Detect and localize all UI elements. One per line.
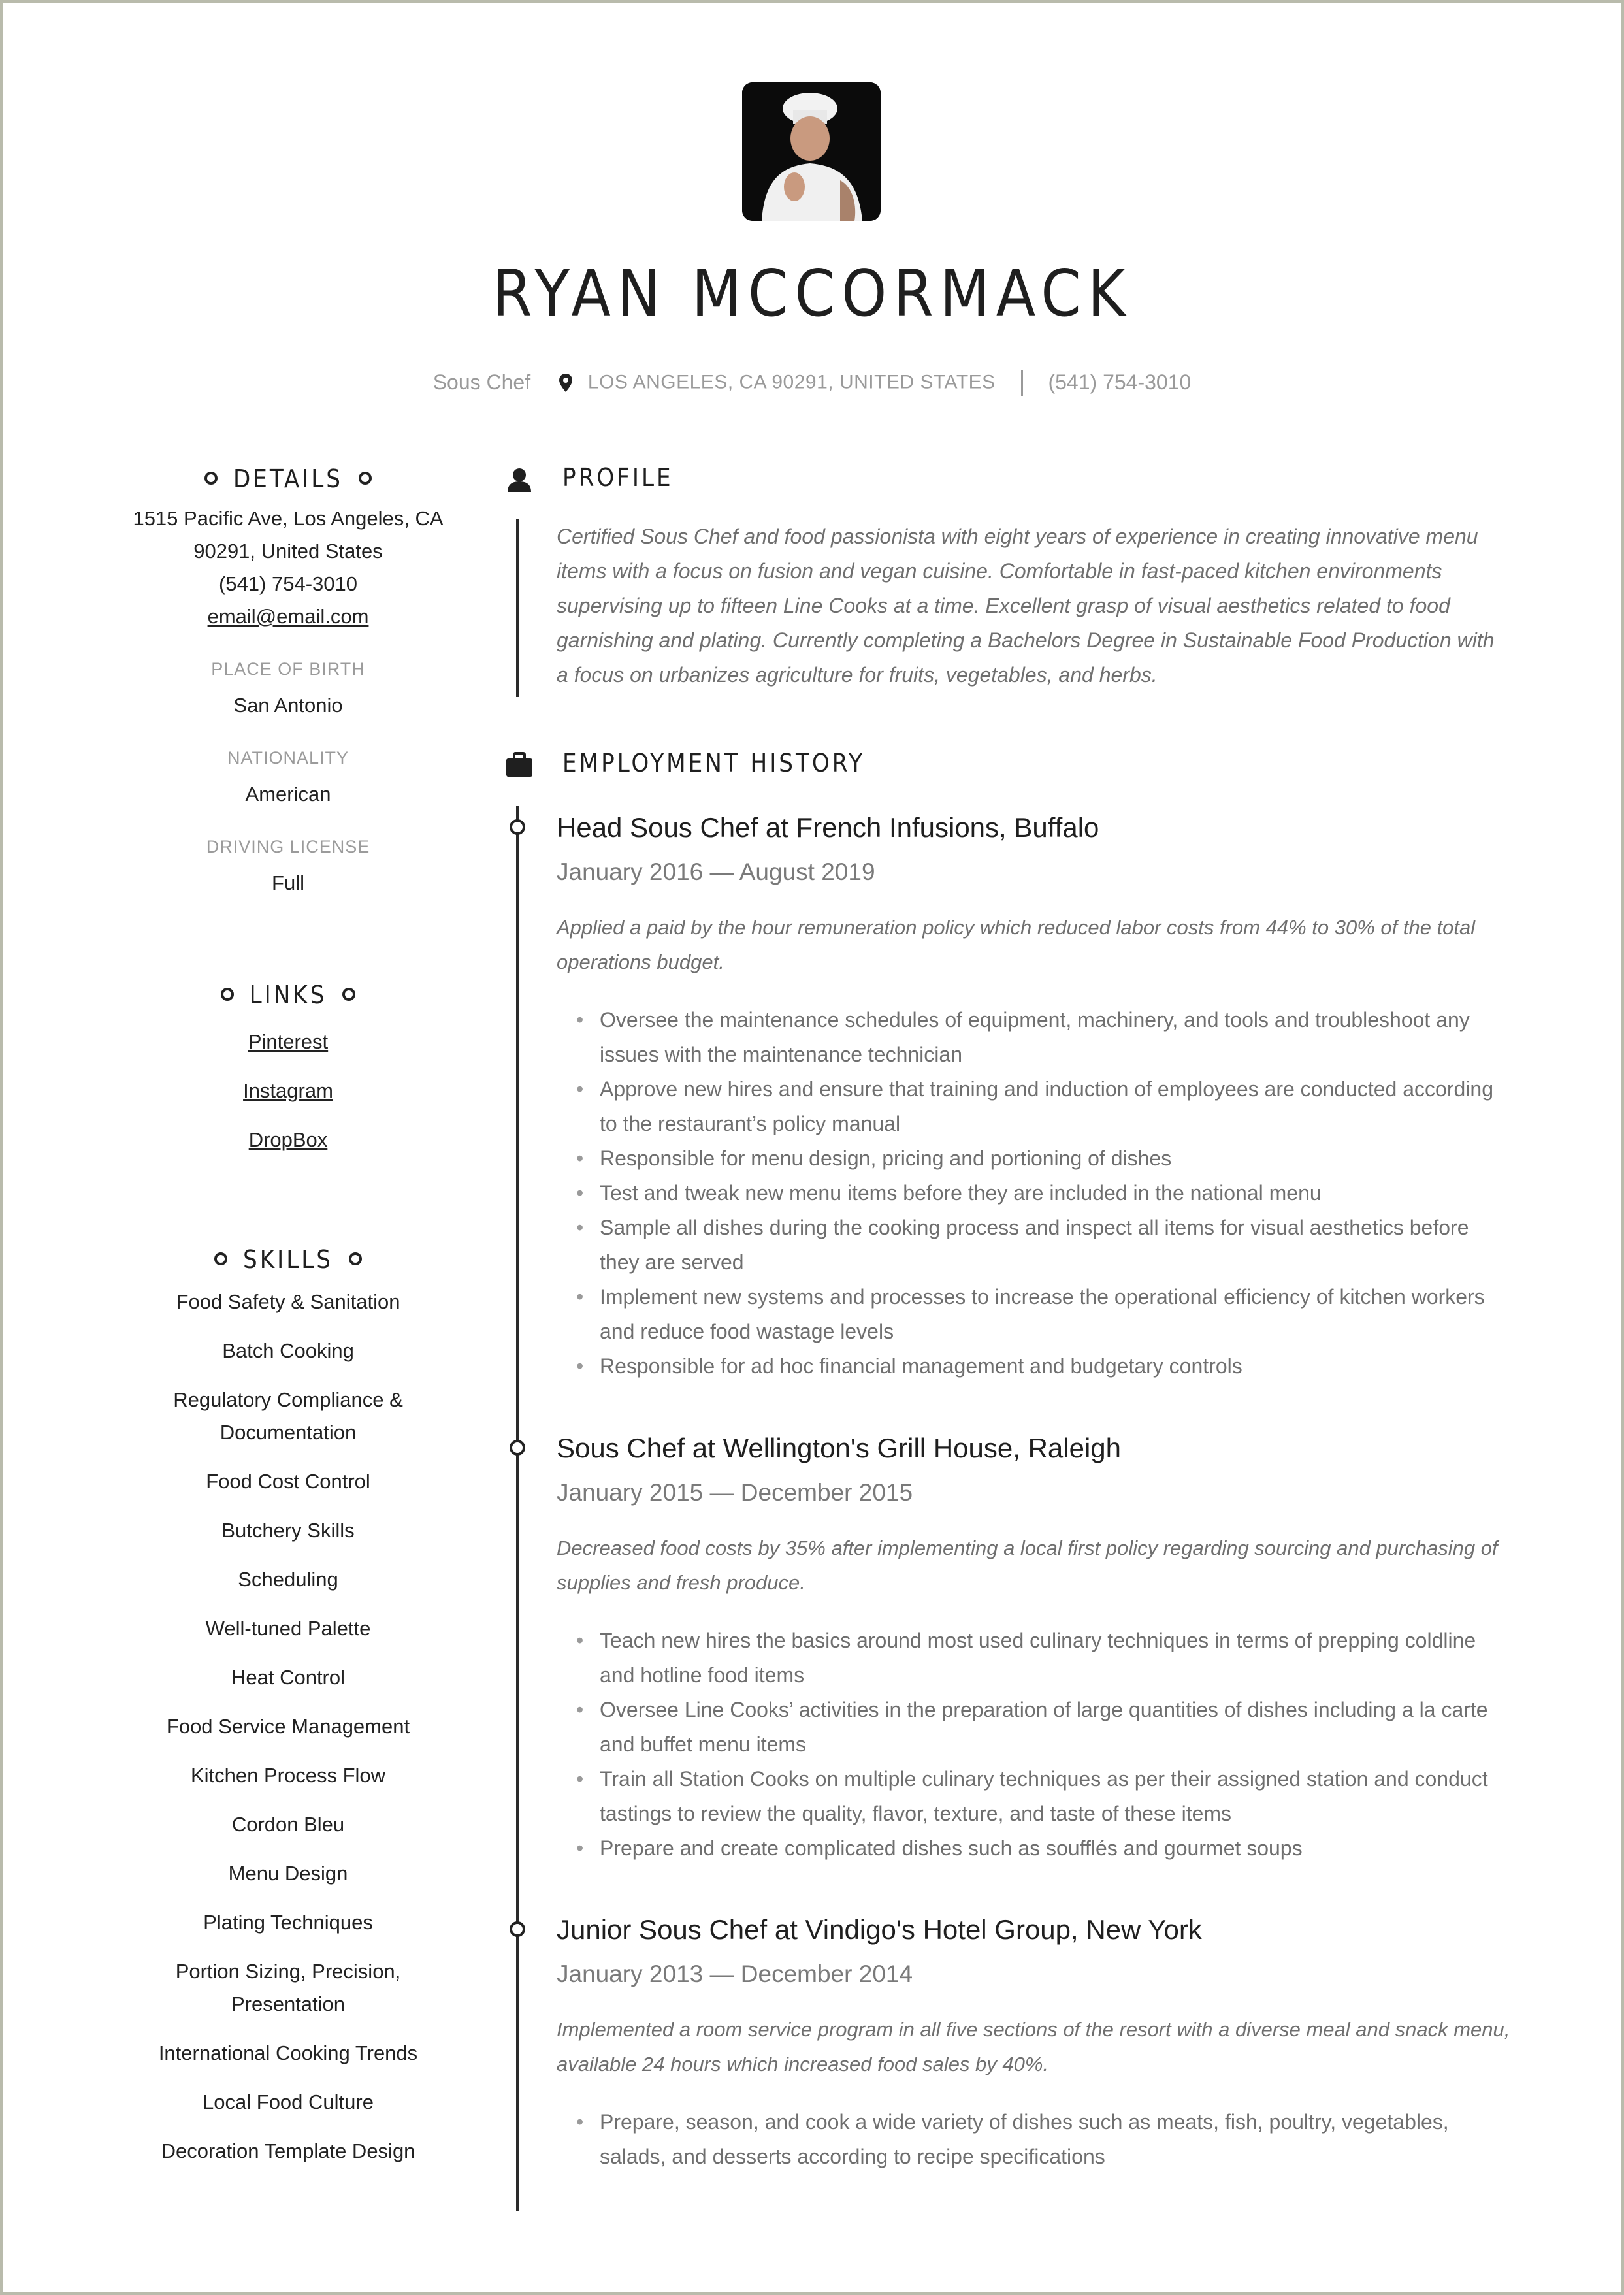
driving-license: Full (272, 871, 304, 894)
skill-item: Food Service Management (166, 1715, 410, 1738)
header-phone: (541) 754-3010 (1048, 370, 1192, 395)
place-of-birth-label: PLACE OF BIRTH (211, 659, 365, 679)
job-description: Applied a paid by the hour remuneration policy which reduced labor costs from 44% to 30% of the total operations budget. (557, 916, 1476, 973)
address-line-2: 90291, United States (193, 540, 383, 562)
resume-page (3, 3, 1621, 2292)
link-dropbox[interactable]: DropBox (248, 1128, 328, 1151)
skills-list (95, 1286, 481, 2168)
skill-item: International Cooking Trends (158, 2042, 418, 2064)
skill-item: Heat Control (231, 1666, 346, 1689)
timeline-node (510, 1921, 525, 1937)
job-description: Decreased food costs by 35% after implementing a local first policy regarding sourcing and purchasing of supplies and fresh produce. (557, 1537, 1498, 1594)
job-bullet: • Train all Station Cooks on multiple culinary techniques as per their assigned station and conduct tastings to review the quality, flavor, texture, and taste of these items (557, 1762, 1510, 1831)
job-title: Sous Chef at Wellington's Grill House, Raleigh (557, 1433, 1121, 1463)
employment-timeline-line (516, 806, 519, 2211)
job-bullet: • Teach new hires the basics around most used culinary techniques in terms of prepping coldline and hotline food items (557, 1623, 1510, 1693)
candidate-name: RYAN MCCORMACK (492, 257, 1132, 331)
skill-item: Regulatory Compliance & Documentation (173, 1388, 403, 1444)
profile-text: Certified Sous Chef and food passionista with eight years of experience in creating innovative menu items with a focus on fusion and vegan cuisine. Comfortable in fast-paced kitchen environments supervising up to fifteen Line Cooks at a time. Excellent grasp of visual aesthetics related to food garnishing and plating. Currently completing a Bachelors Degree in Sustainable Food Production with a focus on urbanizes agriculture for fruits, vegetables, and herbs. (557, 525, 1495, 687)
profile-heading: PROFILE (562, 463, 674, 492)
job-dates: January 2015 — December 2015 (557, 1479, 913, 1506)
job-bullet: • Sample all dishes during the cooking process and inspect all items for visual aesthetics before they are served (557, 1211, 1510, 1280)
job-bullet: • Approve new hires and ensure that training and induction of employees are conducted according to the restaurant’s policy manual (557, 1072, 1510, 1141)
skill-item: Batch Cooking (222, 1339, 354, 1362)
person-icon (505, 466, 534, 495)
left-column (95, 461, 481, 2184)
job-bullet: • Oversee Line Cooks’ activities in the preparation of large quantities of dishes including a la carte and buffet menu items (557, 1693, 1510, 1762)
job-bullets (557, 1623, 1510, 1866)
links-list (95, 1017, 481, 1164)
skill-item: Butchery Skills (221, 1519, 355, 1542)
timeline-node (510, 819, 525, 835)
timeline-node (510, 1440, 525, 1456)
skill-item: Food Cost Control (206, 1470, 370, 1493)
profile-photo (742, 82, 881, 221)
skill-item: Scheduling (238, 1568, 338, 1591)
job-bullet: • Responsible for menu design, pricing and portioning of dishes (557, 1141, 1510, 1176)
driving-license-label: DRIVING LICENSE (206, 837, 370, 856)
email-link[interactable]: email@email.com (207, 605, 369, 628)
chef-portrait-icon (742, 82, 881, 221)
place-of-birth: San Antonio (233, 694, 343, 717)
skill-item: Portion Sizing, Precision, Presentation (175, 1960, 401, 2015)
ring-icon (221, 988, 234, 1001)
ring-icon (204, 472, 218, 485)
profile-timeline-line (516, 519, 519, 697)
briefcase-icon (505, 751, 534, 779)
job-bullet: • Oversee the maintenance schedules of equipment, machinery, and tools and troubleshoot any issues with the maintenance technician (557, 1003, 1510, 1072)
ring-icon (349, 1252, 362, 1265)
job-entry-3 (557, 1910, 1510, 2174)
skill-item: Food Safety & Sanitation (176, 1290, 400, 1313)
job-title: Junior Sous Chef at Vindigo's Hotel Group, New York (557, 1914, 1202, 1945)
address-line-1: 1515 Pacific Ave, Los Angeles, CA (133, 507, 444, 530)
job-title: Sous Chef (432, 370, 531, 395)
skill-item: Local Food Culture (203, 2091, 374, 2113)
job-entry-1 (557, 808, 1510, 1384)
location-pin-icon (559, 373, 573, 393)
job-entry-2 (557, 1429, 1510, 1866)
job-bullet: • Test and tweak new menu items before they are included in the national menu (557, 1176, 1510, 1211)
link-pinterest[interactable]: Pinterest (248, 1030, 329, 1053)
skill-item: Decoration Template Design (161, 2140, 415, 2162)
details-heading: DETAILS (95, 461, 481, 497)
skills-heading: SKILLS (95, 1241, 481, 1278)
skill-item: Plating Techniques (203, 1911, 373, 1934)
job-bullets (557, 1003, 1510, 1384)
employment-heading: EMPLOYMENT HISTORY (562, 749, 865, 777)
details-phone: (541) 754-3010 (219, 572, 357, 595)
links-heading: LINKS (95, 977, 481, 1013)
header-separator (1021, 370, 1023, 396)
job-bullet: • Implement new systems and processes to increase the operational efficiency of kitchen workers and reduce food wastage levels (557, 1280, 1510, 1349)
skill-item: Kitchen Process Flow (190, 1764, 386, 1787)
job-bullet: • Responsible for ad hoc financial management and budgetary controls (557, 1349, 1510, 1384)
ring-icon (214, 1252, 227, 1265)
job-dates: January 2016 — August 2019 (557, 858, 875, 885)
link-instagram[interactable]: Instagram (243, 1079, 333, 1102)
job-description: Implemented a room service program in all five sections of the resort with a diverse meal and snack menu, available 24 hours which increased food sales by 40%. (557, 2018, 1510, 2075)
job-bullet: • Prepare, season, and cook a wide variety of dishes such as meats, fish, poultry, vegetables, salads, and desserts according to recipe specifications (557, 2105, 1510, 2174)
job-title: Head Sous Chef at French Infusions, Buffalo (557, 812, 1099, 843)
header-subline (3, 369, 1621, 396)
ring-icon (359, 472, 372, 485)
ring-icon (342, 988, 355, 1001)
job-bullets (557, 2105, 1510, 2174)
job-bullet: • Prepare and create complicated dishes such as soufflés and gourmet soups (557, 1831, 1510, 1866)
nationality-label: NATIONALITY (227, 748, 349, 768)
job-dates: January 2013 — December 2014 (557, 1961, 913, 1987)
skill-item: Cordon Bleu (231, 1813, 345, 1836)
skill-item: Well-tuned Palette (205, 1617, 371, 1640)
nationality: American (245, 783, 331, 806)
header-location: LOS ANGELES, CA 90291, UNITED STATES (587, 371, 996, 393)
skill-item: Menu Design (228, 1862, 348, 1885)
